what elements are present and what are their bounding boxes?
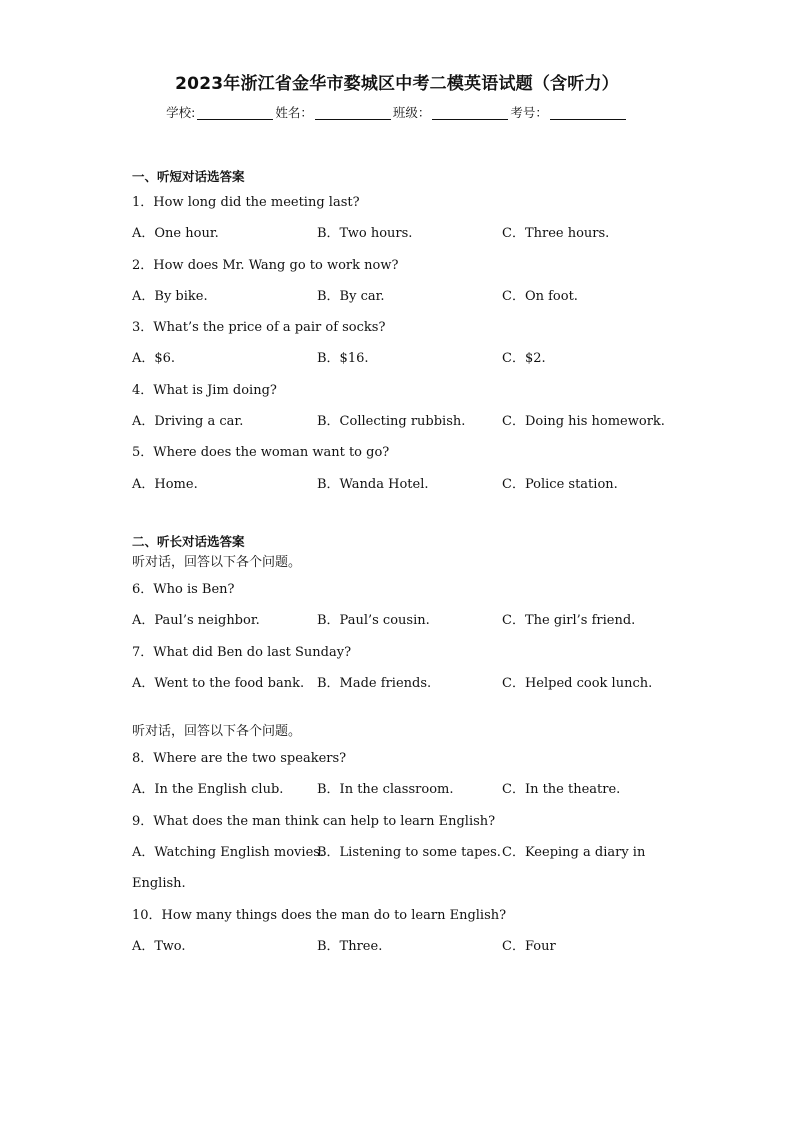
options-row: [132, 605, 672, 636]
option-b: B．Wanda Hotel.: [317, 476, 429, 492]
option-c: C．Three hours.: [502, 226, 610, 242]
instruction: 听对话，回答以下各个问题。: [132, 724, 302, 740]
option-a: A．Went to the food bank.: [132, 675, 305, 691]
name-label: 姓名：: [275, 105, 313, 120]
options-row: [132, 281, 672, 312]
option-c-continued: English.: [132, 876, 186, 892]
student-info-line: [0, 103, 794, 121]
option-c: C．In the theatre.: [502, 782, 621, 798]
option-a: A．Watching English movies.: [132, 845, 325, 861]
option-a: A．Paul’s neighbor.: [132, 613, 260, 629]
option-c: C．Helped cook lunch.: [502, 675, 653, 691]
option-c: C．Keeping a diary in: [502, 845, 646, 861]
options-row: [132, 343, 672, 374]
question: 2．How does Mr. Wang go to work now?: [132, 257, 399, 273]
number-label: 考号：: [510, 105, 548, 120]
option-b: B．Listening to some tapes.: [317, 845, 501, 861]
school-label: 学校:: [166, 105, 196, 120]
question: 1．How long did the meeting last?: [132, 195, 360, 210]
instruction: 听对话，回答以下各个问题。: [132, 554, 302, 570]
number-blank[interactable]: [550, 105, 626, 120]
option-a: A．Two.: [132, 938, 186, 954]
spacer: [132, 699, 672, 721]
question: 7．What did Ben do last Sunday?: [132, 644, 352, 660]
option-c: C．$2.: [502, 351, 546, 367]
option-b: B．$16.: [317, 351, 369, 367]
question: 10．How many things does the man do to learn English?: [132, 907, 507, 923]
options-row: [132, 406, 672, 437]
class-blank[interactable]: [432, 105, 508, 120]
options-row: [132, 668, 672, 699]
option-b: B．In the classroom.: [317, 782, 454, 798]
option-c: C．Doing his homework.: [502, 414, 665, 430]
option-a: A．$6.: [132, 351, 176, 367]
question: 8．Where are the two speakers?: [132, 751, 347, 767]
option-c: C．Four: [502, 938, 556, 954]
option-b: B．Two hours.: [317, 226, 413, 242]
question: 9．What does the man think can help to learn English?: [132, 813, 496, 829]
question: 4．What is Jim doing?: [132, 382, 277, 398]
option-a: A．One hour.: [132, 226, 219, 242]
option-b: B．Collecting rubbish.: [317, 414, 466, 430]
options-row: [132, 469, 672, 500]
option-a: A．By bike.: [132, 288, 208, 304]
option-c: C．On foot.: [502, 288, 578, 304]
option-c: C．Police station.: [502, 476, 618, 492]
option-a: A．Driving a car.: [132, 414, 244, 430]
options-row: [132, 218, 672, 249]
page-title: 2023年浙江省金华市婺城区中考二模英语试题（含听力）: [175, 74, 619, 94]
options-row: [132, 931, 672, 962]
class-label: 班级：: [392, 105, 431, 120]
name-blank[interactable]: [315, 105, 391, 120]
option-a: A．Home.: [132, 476, 198, 492]
section-heading: 二、听长对话选答案: [132, 533, 245, 549]
question: 5．Where does the woman want to go?: [132, 445, 390, 461]
option-b: B．Made friends.: [317, 675, 432, 691]
school-blank[interactable]: [197, 105, 273, 120]
option-c: C．The girl’s friend.: [502, 613, 636, 629]
option-b: B．Three.: [317, 938, 383, 954]
options-row: [132, 837, 672, 868]
exam-content: [132, 165, 672, 962]
option-a: A．In the English club.: [132, 782, 284, 798]
spacer: [132, 500, 672, 530]
option-b: B．By car.: [317, 288, 385, 304]
question: 6．Who is Ben?: [132, 581, 235, 597]
section-heading: 一、听短对话选答案: [132, 169, 245, 184]
options-row: [132, 774, 672, 805]
question: 3．What’s the price of a pair of socks?: [132, 320, 386, 336]
option-b: B．Paul’s cousin.: [317, 613, 430, 629]
